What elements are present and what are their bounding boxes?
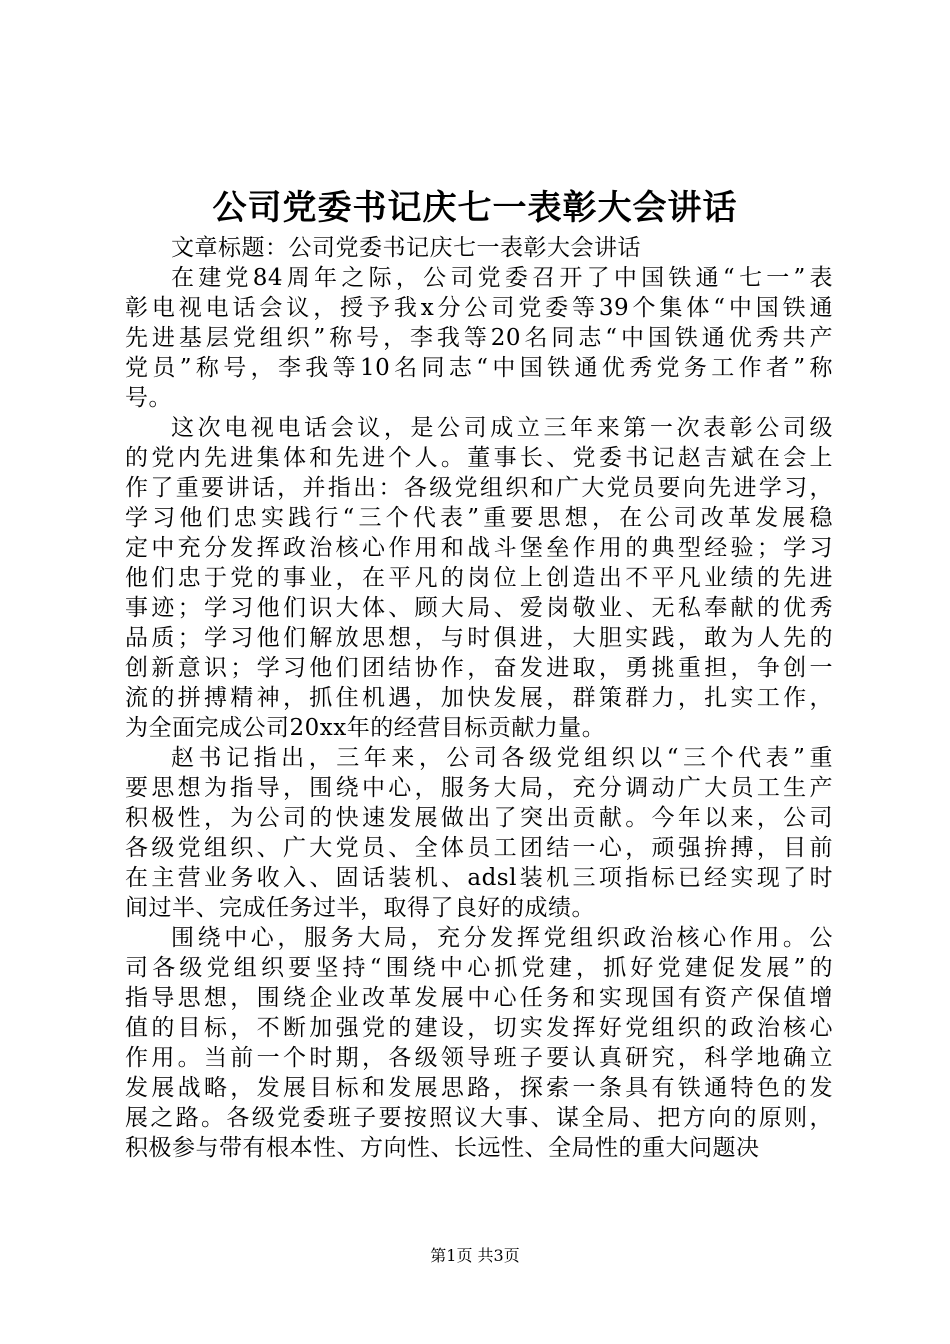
paragraph-line: 为全面完成公司20xx年的经营目标贡献力量。 xyxy=(125,715,606,741)
paragraph-line: 积极性，为公司的快速发展做出了突出贡献。今年以来，公司 xyxy=(125,805,833,831)
paragraph-line: 值的目标，不断加强党的建设，切实发挥好党组织的政治核心 xyxy=(125,1015,833,1041)
paragraph xyxy=(125,233,833,263)
paragraph-line: 发展战略，发展目标和发展思路，探索一条具有铁通特色的发 xyxy=(125,1075,833,1101)
paragraph-line: 创新意识；学习他们团结协作，奋发进取，勇挑重担，争创一 xyxy=(125,655,833,681)
paragraph xyxy=(125,263,833,413)
paragraph-line: 学习他们忠实践行“三个代表”重要思想，在公司改革发展稳 xyxy=(125,505,833,531)
paragraph-line: 指导思想，围绕企业改革发展中心任务和实现国有资产保值增 xyxy=(125,985,833,1011)
paragraph-line: 各级党组织、广大党员、全体员工团结一心，顽强拚搏，目前 xyxy=(125,835,833,861)
paragraph-line: 司各级党组织要坚持“围绕中心抓党建，抓好党建促发展”的 xyxy=(125,955,833,981)
paragraph-line: 他们忠于党的事业，在平凡的岗位上创造出不平凡业绩的先进 xyxy=(125,565,833,591)
paragraph-line: 围绕中心，服务大局，充分发挥党组织政治核心作用。公 xyxy=(171,925,833,951)
paragraph-line: 间过半、完成任务过半，取得了良好的成绩。 xyxy=(125,895,595,921)
paragraph-line: 品质；学习他们解放思想，与时俱进，大胆实践，敢为人先的 xyxy=(125,625,833,651)
document-title: 公司党委书记庆七一表彰大会讲话 xyxy=(212,188,738,228)
paragraph-line: 流的拼搏精神，抓住机遇，加快发展，群策群力，扎实工作， xyxy=(125,685,833,711)
paragraph xyxy=(125,923,833,1163)
paragraph-line: 在建党84周年之际，公司党委召开了中国铁通“七一”表 xyxy=(171,265,833,291)
page-footer: 第1页 共3页 xyxy=(430,1246,520,1265)
paragraph-line: 要思想为指导，围绕中心，服务大局，充分调动广大员工生产 xyxy=(125,775,833,801)
paragraph-line: 作了重要讲话，并指出：各级党组织和广大党员要向先进学习， xyxy=(125,475,833,501)
paragraph-line: 作用。当前一个时期，各级领导班子要认真研究，科学地确立 xyxy=(125,1045,833,1071)
paragraph-line: 这次电视电话会议，是公司成立三年来第一次表彰公司级 xyxy=(171,415,833,441)
paragraph-line: 先进基层党组织”称号，李我等20名同志“中国铁通优秀共产 xyxy=(125,325,833,351)
paragraph-line: 在主营业务收入、固话装机、adsl装机三项指标已经实现了时 xyxy=(125,865,833,891)
paragraph-line: 赵书记指出，三年来，公司各级党组织以“三个代表”重 xyxy=(171,745,833,771)
paragraph-line: 的党内先进集体和先进个人。董事长、党委书记赵吉斌在会上 xyxy=(125,445,833,471)
paragraph-line: 党员”称号，李我等10名同志“中国铁通优秀党务工作者”称 xyxy=(125,355,833,381)
paragraph-line: 事迹；学习他们识大体、顾大局、爱岗敬业、无私奉献的优秀 xyxy=(125,595,833,621)
paragraph-line: 展之路。各级党委班子要按照议大事、谋全局、把方向的原则， xyxy=(125,1105,833,1131)
paragraph-line: 彰电视电话会议，授予我x分公司党委等39个集体“中国铁通 xyxy=(125,295,833,321)
paragraph xyxy=(125,413,833,743)
paragraph-line: 号。 xyxy=(125,385,172,411)
paragraph-line: 定中充分发挥政治核心作用和战斗堡垒作用的典型经验；学习 xyxy=(125,535,833,561)
paragraph-line: 文章标题：公司党委书记庆七一表彰大会讲话 xyxy=(171,235,641,261)
document-body xyxy=(125,233,833,1163)
paragraph-line: 积极参与带有根本性、方向性、长远性、全局性的重大问题决 xyxy=(125,1135,760,1161)
paragraph xyxy=(125,743,833,923)
